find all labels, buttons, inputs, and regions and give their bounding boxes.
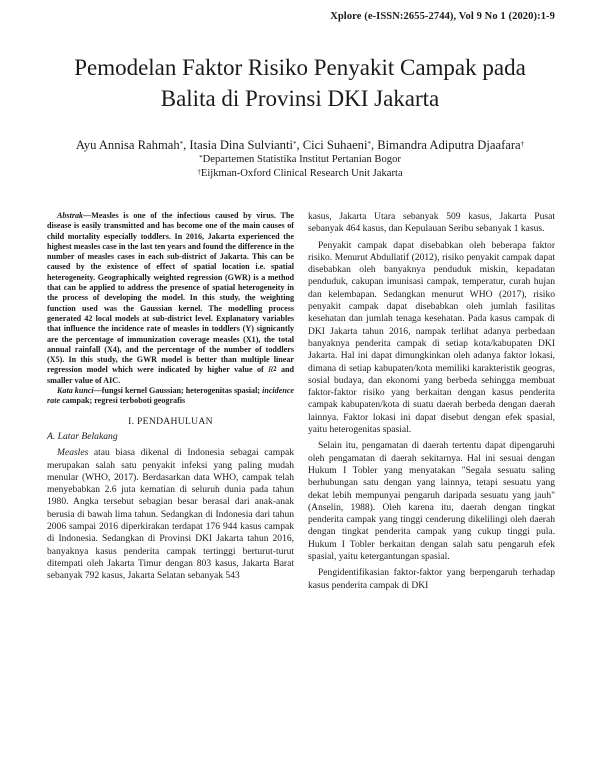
title-line-1: Pemodelan Faktor Risiko Penyakit Campak pada	[74, 55, 526, 80]
affiliation	[30, 153, 570, 167]
section-heading-introduction: I. PENDAHULUAN	[128, 415, 213, 427]
body-paragraph: Selain itu, pengamatan di daerah tertentu dapat dipengaruhi oleh pengamatan di daerah sekitarnya. Hal ini sesuai dengan Hukum I Tobler yang menyatakan "Segala sesuatu saling berhubungan satu dengan yang lainnya, tetapi sesuatu yang dekat lebih mempunyai pengaruh daripada sesuatu yang jauh" (Anselin, 1988). Oleh karena itu, daerah dengan tingkat penderita campak yang tinggi cenderung dikelilingi oleh daerah dengan tingkat penderita campak yang cukup tinggi pula. Hukum I Tobler berkaitan dengan salah satu pengaruh efek spasial, yaitu ketergantungan spasial.	[308, 440, 555, 563]
affiliation-text: Eijkman-Oxford Clinical Research Unit Jakarta	[200, 167, 403, 179]
affiliation-mark: *	[367, 140, 371, 148]
affiliation-mark: *	[199, 154, 203, 162]
keywords	[47, 386, 294, 407]
keywords-text-end: campak; regresi terboboti geografis	[60, 396, 186, 406]
author-name: Ayu Annisa Rahmah	[75, 138, 180, 152]
affiliation-list	[30, 153, 570, 180]
author-name: Cici Suhaeni	[302, 138, 368, 152]
right-column	[308, 211, 555, 596]
author-separator: ,	[183, 138, 190, 152]
author-name: Bimandra Adiputra Djaafara	[377, 138, 521, 152]
affiliation-mark: *	[179, 140, 184, 148]
author-name: Itasia Dina Sulvianti	[189, 138, 293, 152]
paragraph-text: atau biasa dikenal di Indonesia sebagai campak merupakan salah satu penyakit infeksi yang paling mudah menular (WHO, 2017). Berdasarkan data WHO, campak telah menyebabkan 2.6 juta kematian di seluruh dunia pada tahun 1980. Angka tersebut sebagian besar berasal dari anak-anak berusia di bawah lima tahun. Sedangkan di Indonesia dari tahun 2006 sampai 2016 diperkirakan terdapat 176 944 kasus campak di Indonesia. Sedangkan di Provinsi DKI Jakarta tahun 2016, banyaknya kasus penderita campak tertinggi berturut-turut ditempati oleh Jakarta Timur dengan 803 kasus, Jakarta Barat sebanyak 792 kasus, Jakarta Selatan sebanyak 543	[47, 447, 294, 582]
paper-title	[30, 52, 570, 114]
body-paragraph: Pengidentifikasian faktor-faktor yang berpengaruh terhadap kasus penderita campak di DKI	[308, 567, 555, 591]
abstract-math-sup: 2	[273, 365, 277, 374]
abstract-lead: Abstrak	[57, 211, 84, 220]
title-line-2: Balita di Provinsi DKI Jakarta	[160, 86, 440, 111]
author-list	[20, 137, 580, 153]
body-paragraph	[47, 447, 294, 582]
italic-term: Measles	[57, 447, 89, 459]
abstract-text-end: and smaller value of AIC.	[47, 365, 294, 385]
affiliation-text: Departemen Statistika Institut Pertanian Bogor	[202, 154, 401, 165]
keywords-italic: incidence rate	[47, 386, 295, 406]
keywords-lead: Kata kunci	[57, 386, 94, 396]
affiliation-mark: †	[197, 167, 201, 176]
abstract	[47, 211, 294, 386]
affiliation	[30, 167, 570, 181]
abstract-math: R	[268, 365, 274, 375]
body-paragraph: Penyakit campak dapat disebabkan oleh beberapa faktor risiko. Menurut Abdullatif (2012), risiko penyakit campak dapat disebabkan oleh banyaknya penduduk miskin, kepadatan penduduk, cakupan imunisasi campak, temperatur, curah hujan dan kelembapan. Sedangkan menurut WHO (2017), risiko penyakit campak dapat disebabkan oleh jumlah fasilitas kesehatan dan jumlah tenaga kesehatan. Pada kasus campak di DKI Jakarta tahun 2016, nampak terlihat adanya perbedaan banyaknya penderita campak di setiap kota/kabupaten DKI Jakarta. Hal ini dapat dimungkinkan oleh adanya faktor lokasi, dimana di setiap kabupaten/kota memiliki karakteristik geogras, sosial budaya, dan ekonomi yang berbeda sehingga membuat faktor-faktor risiko yang berkaitan dengan kasus penderita campak kabupaten/kota di suatu daerah berbeda dengan daerah lainnya. Faktor lokasi ini dapat disebut dengan efek spasial, yaitu heterogenitas spasial.	[308, 239, 555, 436]
abstract-text: —Measles is one of the infectious caused by virus. The disease is easily transmitted and has become one of the main causes of child mortality especially toddlers. In 2016, Jakarta experienced the highest measles case in the last ten years and found the difference in the number of measles cases in each sub-district of Jakarta. This can be caused by the existence of effect of spatial location i.e. spatial heterogeneity. Geographically weighted regression (GWR) is a method that can be applied to address the presence of spatial heterogeneity in the process of developing the model. In this study, the weighting function used was the Gaussian kernel. The modelling process generated 42 local models at sub-district level. Explanatory variables that influence the incidence rate of measles in toddlers (Y) signicantly are the percentage of immunization coverage measles (X1), the total annual rainfall (X4), and the percentage of the number of toddlers (X5). In this study, the GWR model is better than multiple linear regression model which were indicated by higher value of	[47, 211, 294, 375]
left-column	[47, 211, 294, 587]
affiliation-mark: †	[520, 140, 525, 148]
author-separator: ,	[296, 138, 303, 152]
affiliation-mark: *	[292, 140, 297, 148]
author-separator: ,	[370, 138, 378, 152]
subsection-heading-background: A. Latar Belakang	[47, 430, 118, 442]
body-paragraph: kasus, Jakarta Utara sebanyak 509 kasus, Jakarta Pusat sebanyak 464 kasus, dan Kepulauan Seribu sebanyak 1 kasus.	[308, 211, 555, 235]
journal-header: Xplore (e-ISSN:2655-2744), Vol 9 No 1 (2020):1-9	[330, 11, 555, 22]
keywords-text: —fungsi kernel Gaussian; heterogenitas spasial;	[93, 386, 263, 396]
